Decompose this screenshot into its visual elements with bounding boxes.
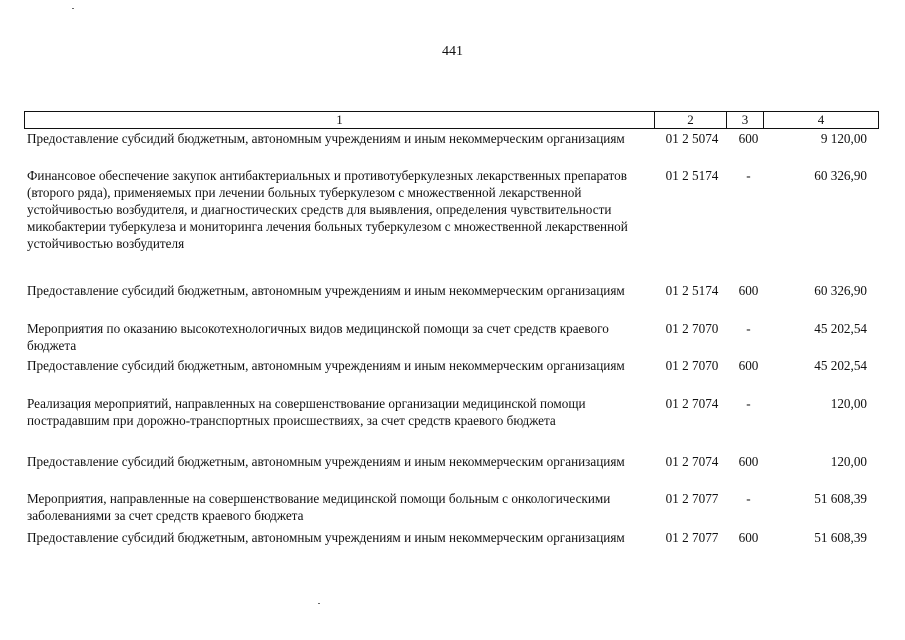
row-amount: 45 202,54 <box>814 321 867 336</box>
row-code: 01 2 7074 <box>665 454 719 469</box>
row-code: 01 2 5174 <box>665 168 719 183</box>
header-col-4: 4 <box>817 112 825 127</box>
row-code: 01 2 7070 <box>665 321 719 336</box>
row-amount: 60 326,90 <box>814 168 867 183</box>
row-code: 01 2 5174 <box>665 283 719 298</box>
row-amount: 45 202,54 <box>814 358 867 373</box>
row-type: - <box>746 321 751 336</box>
row-description: Предоставление субсидий бюджетным, автономным учреждениям и иным некоммерческим организациям <box>27 131 625 146</box>
row-type: - <box>746 168 751 183</box>
row-description: Мероприятия по оказанию высокотехнологичных видов медицинской помощи за счет средств краевого бюджета <box>27 321 609 353</box>
header-col-3: 3 <box>727 112 764 128</box>
row-type: 600 <box>738 454 759 469</box>
row-description: Предоставление субсидий бюджетным, автономным учреждениям и иным некоммерческим организациям <box>27 283 625 298</box>
row-code: 01 2 5074 <box>665 131 719 146</box>
row-amount: 60 326,90 <box>814 283 867 298</box>
row-description: Предоставление субсидий бюджетным, автономным учреждениям и иным некоммерческим организациям <box>27 454 625 469</box>
row-amount: 51 608,39 <box>814 530 867 545</box>
row-amount: 120,00 <box>830 396 867 411</box>
row-description: Финансовое обеспечение закупок антибактериальных и противотуберкулезных лекарственных препаратов (второго ряда), применяемых при лечении больных туберкулезом с множественной лекарственной устойчивостью возбудителя, и диагностических средств для выявления, определения чувствительности микобактерии туберкулеза и мониторинга лечения больных туберкулезом с множественной лекарственной устойчивостью возбудителя <box>27 168 628 251</box>
scan-artifact <box>318 603 320 604</box>
page-number: 441 <box>442 44 463 59</box>
row-amount: 9 120,00 <box>820 131 867 146</box>
row-amount: 51 608,39 <box>814 491 867 506</box>
row-description: Реализация мероприятий, направленных на совершенствование организации медицинской помощи пострадавшим при дорожно-транспортных происшествиях, за счет средств краевого бюджета <box>27 396 586 428</box>
row-description: Предоставление субсидий бюджетным, автономным учреждениям и иным некоммерческим организациям <box>27 358 625 373</box>
budget-table <box>24 111 879 545</box>
header-col-1: 1 <box>25 112 655 128</box>
row-description: Предоставление субсидий бюджетным, автономным учреждениям и иным некоммерческим организациям <box>27 530 625 545</box>
row-type: 600 <box>738 358 759 373</box>
table-header <box>24 111 879 129</box>
row-code: 01 2 7074 <box>665 396 719 411</box>
row-code: 01 2 7070 <box>665 358 719 373</box>
row-code: 01 2 7077 <box>665 491 719 506</box>
header-col-2: 2 <box>655 112 727 128</box>
row-amount: 120,00 <box>830 454 867 469</box>
row-type: 600 <box>738 283 759 298</box>
row-type: - <box>746 491 751 506</box>
row-type: 600 <box>738 530 759 545</box>
scan-artifact <box>72 8 74 9</box>
row-description: Мероприятия, направленные на совершенствование медицинской помощи больным с онкологическими заболеваниями за счет средств краевого бюджета <box>27 491 611 523</box>
row-type: 600 <box>738 131 759 146</box>
row-code: 01 2 7077 <box>665 530 719 545</box>
row-type: - <box>746 396 751 411</box>
